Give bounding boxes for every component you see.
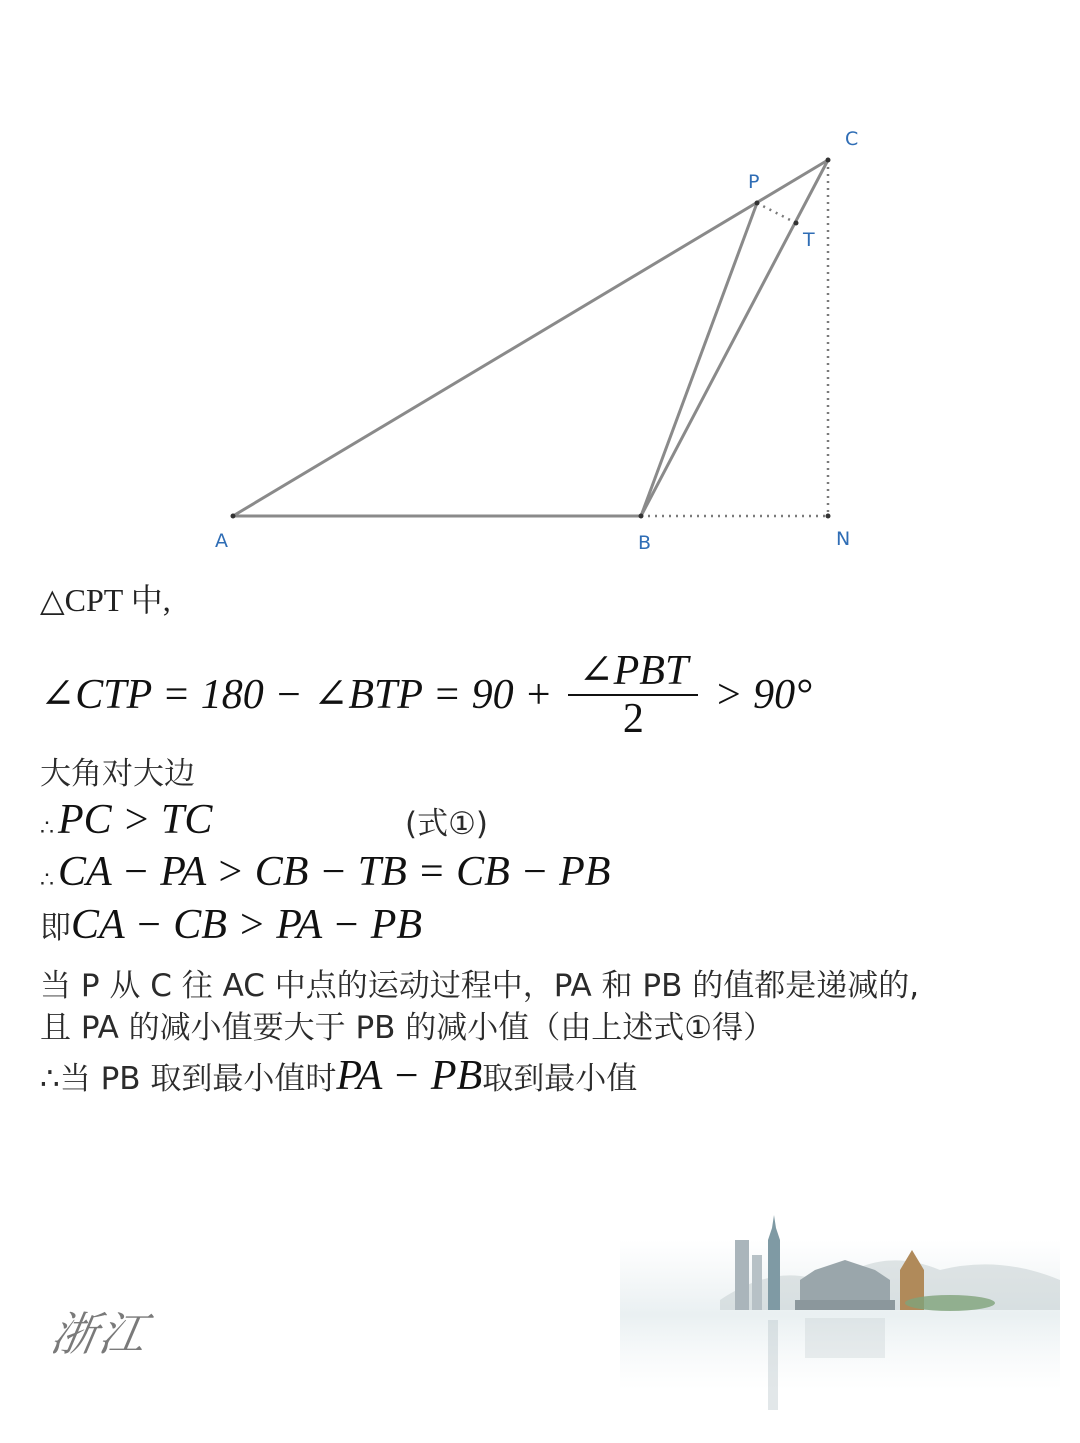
fraction-denominator: 2	[622, 696, 644, 742]
inequality-ca-cb	[40, 902, 423, 948]
zhejiang-watermark: 浙江	[46, 1307, 153, 1361]
taipei-101-tower	[768, 1215, 780, 1310]
conclusion-prefix: ∴当 PB 取到最小值时	[40, 1061, 337, 1097]
label-A: A	[215, 530, 228, 552]
label-T: T	[803, 229, 815, 251]
inequality-ca-pa	[40, 849, 611, 901]
label-N: N	[836, 528, 851, 550]
conclusion	[40, 1053, 638, 1099]
reflection-hall	[805, 1318, 885, 1358]
point-C	[826, 158, 831, 163]
label-P: P	[748, 171, 760, 193]
segment-BP	[641, 203, 757, 516]
inequality-math: PC > TC	[58, 797, 213, 843]
city-skyline-illustration	[600, 1200, 1070, 1420]
fraction	[568, 648, 698, 742]
inequality-pc-tc	[40, 797, 488, 849]
decrease-comparison: 且 PA 的减小值要大于 PB 的减小值（由上述式①得）	[40, 1010, 775, 1046]
equation-rhs: > 90°	[714, 672, 812, 718]
label-C: C	[845, 128, 859, 150]
fraction-numerator: ∠PBT	[578, 648, 689, 694]
equation-lhs: ∠CTP = 180 − ∠BTP = 90 +	[40, 672, 553, 718]
tower-1	[735, 1240, 749, 1310]
inequality-math: CA − CB > PA − PB	[71, 902, 423, 948]
segment-AC	[233, 160, 828, 516]
triangle-cpt-heading: △CPT 中,	[40, 582, 171, 618]
segment-BC	[641, 160, 828, 516]
point-P	[755, 201, 760, 206]
therefore-symbol: ∴	[40, 868, 54, 893]
formula-note: (式①)	[405, 806, 488, 842]
geometry-figure	[0, 0, 1080, 560]
therefore-symbol: ∴	[40, 816, 54, 841]
conclusion-suffix: 取到最小值	[482, 1061, 638, 1097]
tower-2	[752, 1255, 762, 1310]
point-N	[826, 514, 831, 519]
label-B: B	[638, 532, 652, 554]
prefix-ji: 即	[40, 910, 71, 946]
big-angle-big-side: 大角对大边	[40, 756, 195, 792]
point-T	[794, 221, 799, 226]
point-B	[639, 514, 644, 519]
angle-equation	[40, 640, 812, 750]
segment-PT	[757, 203, 796, 223]
trees	[905, 1295, 995, 1311]
point-A	[231, 514, 236, 519]
conclusion-math: PA − PB	[336, 1053, 483, 1099]
reflection	[768, 1320, 778, 1410]
memorial-hall-base	[795, 1300, 895, 1310]
inequality-math: CA − PA > CB − TB = CB − PB	[58, 849, 611, 895]
motion-description: 当 P 从 C 往 AC 中点的运动过程中，PA 和 PB 的值都是递减的,	[40, 968, 920, 1004]
